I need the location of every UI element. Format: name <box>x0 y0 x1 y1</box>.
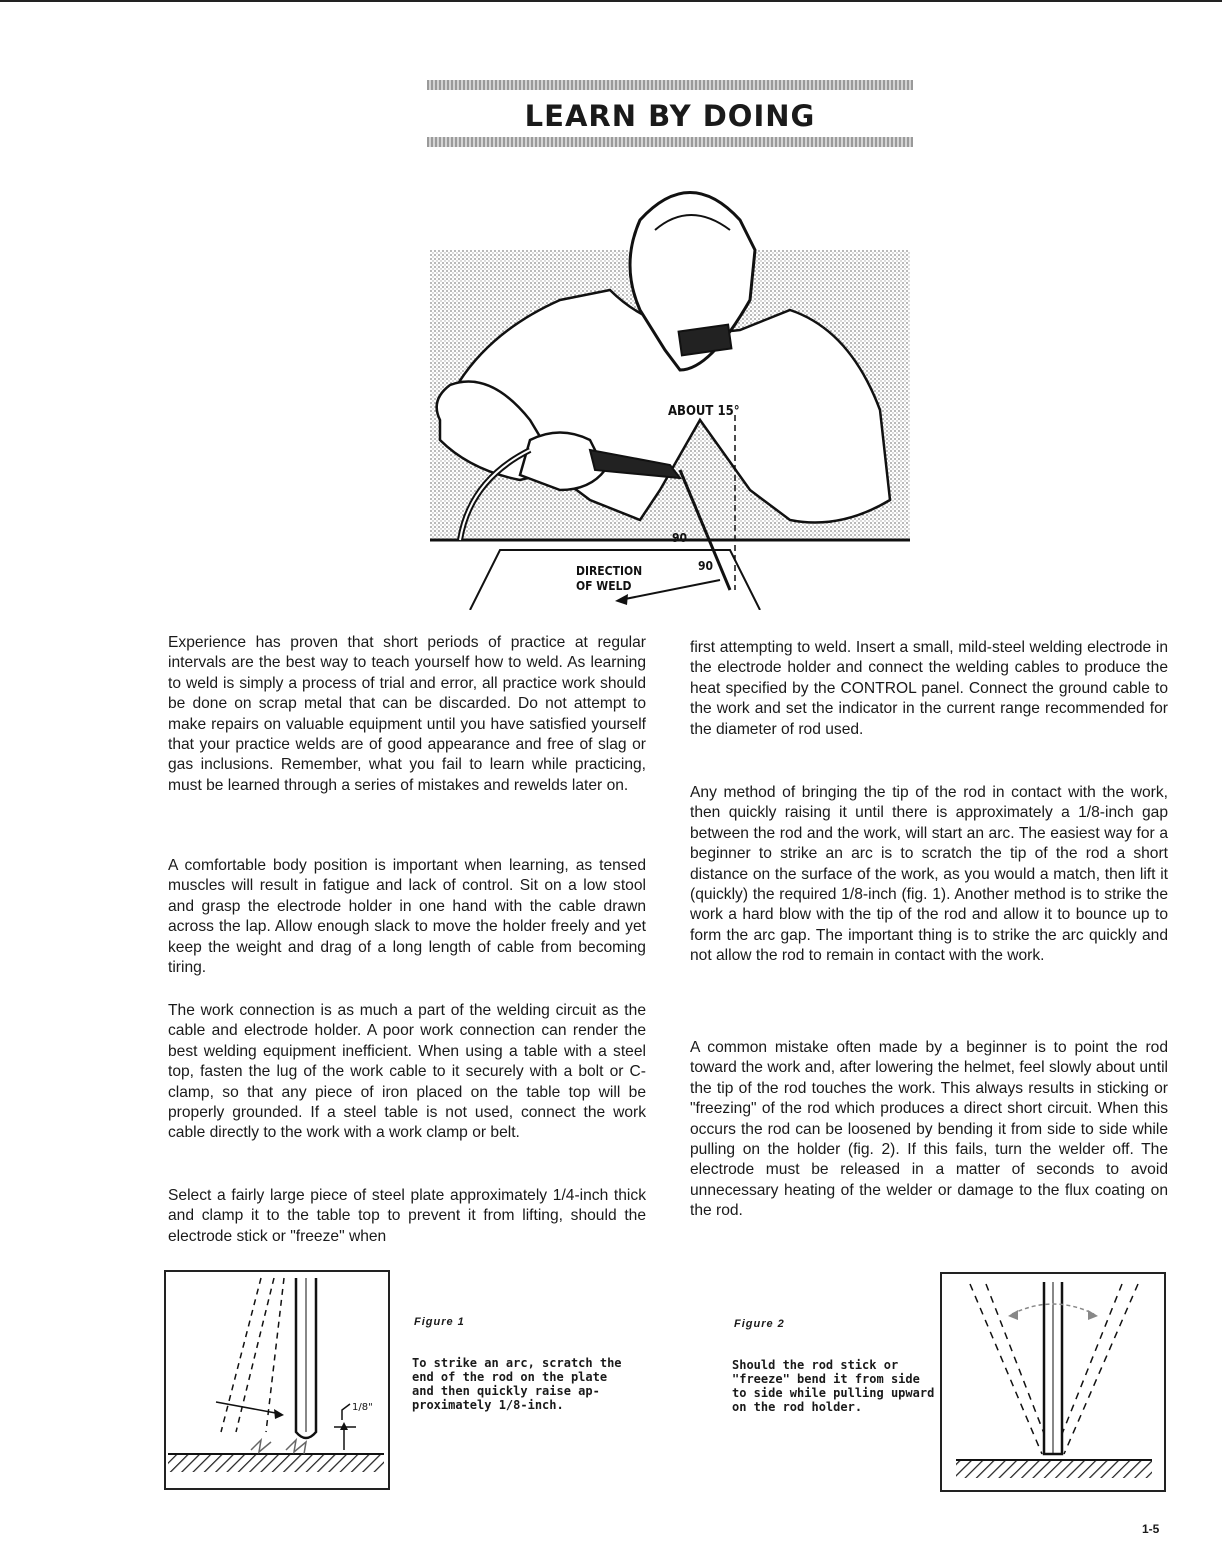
figure-1-title: Figure 1 <box>414 1316 465 1328</box>
figure-1-box <box>164 1270 390 1490</box>
welder-illustration <box>410 170 910 610</box>
page-number: 1-5 <box>1142 1522 1160 1536</box>
direction-label: DIRECTION <box>576 564 643 578</box>
left-para-2: A comfortable body position is important when learning, as tensed muscles will result in fatigue and lack of control. Sit on a low stool and grasp the electrode holder in one hand with the cable drawn across the lap. Allow enough slack to move the holder freely and yet keep the weight and drag of a long length of cable from becoming tiring. <box>168 857 646 977</box>
header-band-top <box>427 80 913 90</box>
angle-90-label-b: 90 <box>698 559 714 573</box>
left-para-3: The work connection is as much a part of the welding circuit as the cable and electrode holder. A poor work connection can render the best welding equipment inefficient. When using a table with a steel top, fasten the lug of the work cable to it securely with a bolt or C-clamp, so that any piece of iron placed on the table top will be properly grounded. If a steel table is not used, connect the work cable directly to the work with a work clamp or belt. <box>168 1002 646 1142</box>
top-rule <box>0 0 1222 2</box>
figure-1-caption <box>412 1356 622 1412</box>
figure-2-caption-line: Should the rod stick or <box>732 1358 899 1372</box>
figure-1-caption-line: proximately 1/8-inch. <box>412 1398 564 1412</box>
right-para-2: Any method of bringing the tip of the rod in contact with the work, then quickly raising it until there is approximately a 1/8-inch gap between the rod and the work, will start an arc. The easiest way for a beginner to strike an arc is to scratch the tip of the rod a short distance on the surface of the work, as you would a match, then lift it (quickly) the required 1/8-inch (fig. 1). Another method is to strike the work a hard blow with the tip of the rod and allow it to bounce up to form the arc gap. The important thing is to strike the arc quickly and not allow the rod to remain in contact with the work. <box>690 784 1168 965</box>
left-para-1: Experience has proven that short periods of practice at regular intervals are the best way to teach yourself how to weld. As learning to weld is simply a process of trial and error, all practice work should be done on scrap metal that can be discarded. Do not attempt to make repairs on valuable equipment until you have satisfied yourself that your practice welds are of good appearance and free of slag or gas inclusions. Remember, what you fail to learn while practicing, must be learned through a series of mistakes and rewelds later on. <box>168 634 646 794</box>
right-para-3: A common mistake often made by a beginner is to point the rod toward the work and, after lowering the helmet, feel slowly about until the tip of the rod touches the work. This always results in sticking or "freezing" of the rod which produces a direct short circuit. When this occurs the rod can be loosened by bending it from side to side while pulling on the holder (fig. 2). If this fails, turn the welder off. The electrode must be released in a matter of seconds to avoid unnecessary heating of the welder or damage to the flux coating on the rod. <box>690 1039 1168 1220</box>
figure-1-illustration <box>166 1272 388 1488</box>
figure-2-caption-line: to side while pulling upward <box>732 1386 935 1400</box>
figure-1-caption-line: end of the rod on the plate <box>412 1370 608 1384</box>
figure-2-illustration <box>942 1274 1164 1490</box>
figure-1-caption-line: To strike an arc, scratch the <box>412 1356 622 1370</box>
header-band-bottom <box>427 137 913 147</box>
left-para-4: Select a fairly large piece of steel plate approximately 1/4-inch thick and clamp it to the table top to prevent it from lifting, should the electrode stick or "freeze" when <box>168 1187 646 1245</box>
figure-1-gap-label: 1/8" <box>352 1402 373 1413</box>
figure-2-caption-line: "freeze" bend it from side <box>732 1372 920 1386</box>
figure-2-caption-line: on the rod holder. <box>732 1400 863 1414</box>
figure-2-caption <box>732 1358 934 1414</box>
right-para-1: first attempting to weld. Insert a small, mild-steel welding electrode in the electrode holder and connect the welding cables to produce the heat specified by the CONTROL panel. Connect the ground cable to the work and set the indicator in the current range recommended for the diameter of rod used. <box>690 639 1168 738</box>
angle-label: ABOUT 15° <box>668 404 740 419</box>
figure-2-title: Figure 2 <box>734 1318 785 1330</box>
angle-90-label-a: 90 <box>672 531 688 545</box>
page-title: LEARN BY DOING <box>524 99 816 133</box>
direction-label-2: OF WELD <box>576 579 632 593</box>
figure-1-caption-line: and then quickly raise ap- <box>412 1384 600 1398</box>
figure-2-box <box>940 1272 1166 1492</box>
